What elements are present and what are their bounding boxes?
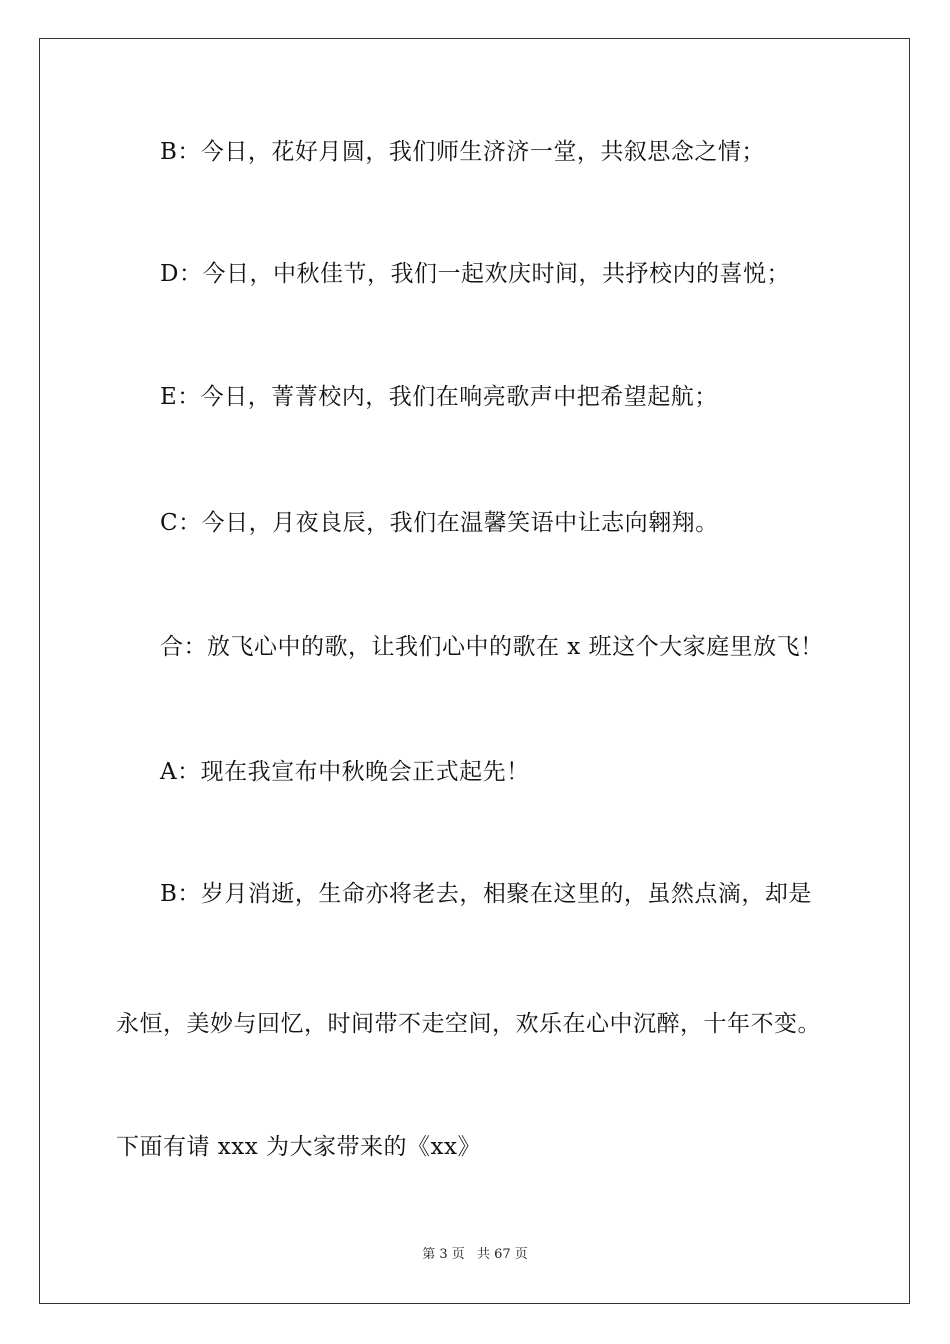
paragraph-line: E：今日，菁菁校内，我们在响亮歌声中把希望起航； bbox=[160, 384, 718, 410]
paragraph-line: 下面有请 xxx 为大家带来的《xx》 bbox=[116, 1134, 481, 1160]
paragraph-line: 合：放飞心中的歌，让我们心中的歌在 x 班这个大家庭里放飞！ bbox=[160, 634, 824, 660]
paragraph-line: B：岁月消逝，生命亦将老去，相聚在这里的，虽然点滴，却是 bbox=[160, 881, 812, 907]
paragraph-line: C：今日，月夜良辰，我们在温馨笑语中让志向翱翔。 bbox=[160, 510, 719, 536]
paragraph-line: A：现在我宣布中秋晚会正式起先！ bbox=[160, 759, 530, 785]
page-footer bbox=[0, 1246, 950, 1264]
page-total: 共 67 页 bbox=[476, 1247, 528, 1262]
paragraph-line: D：今日，中秋佳节，我们一起欢庆时间，共抒校内的喜悦； bbox=[160, 261, 790, 287]
paragraph-line: B：今日，花好月圆，我们师生济济一堂，共叙思念之情； bbox=[160, 139, 765, 165]
paragraph-line: 永恒，美妙与回忆，时间带不走空间，欢乐在心中沉醉，十年不变。 bbox=[116, 1011, 821, 1037]
page-number: 第 3 页 bbox=[422, 1247, 465, 1262]
page-border bbox=[39, 38, 910, 1304]
